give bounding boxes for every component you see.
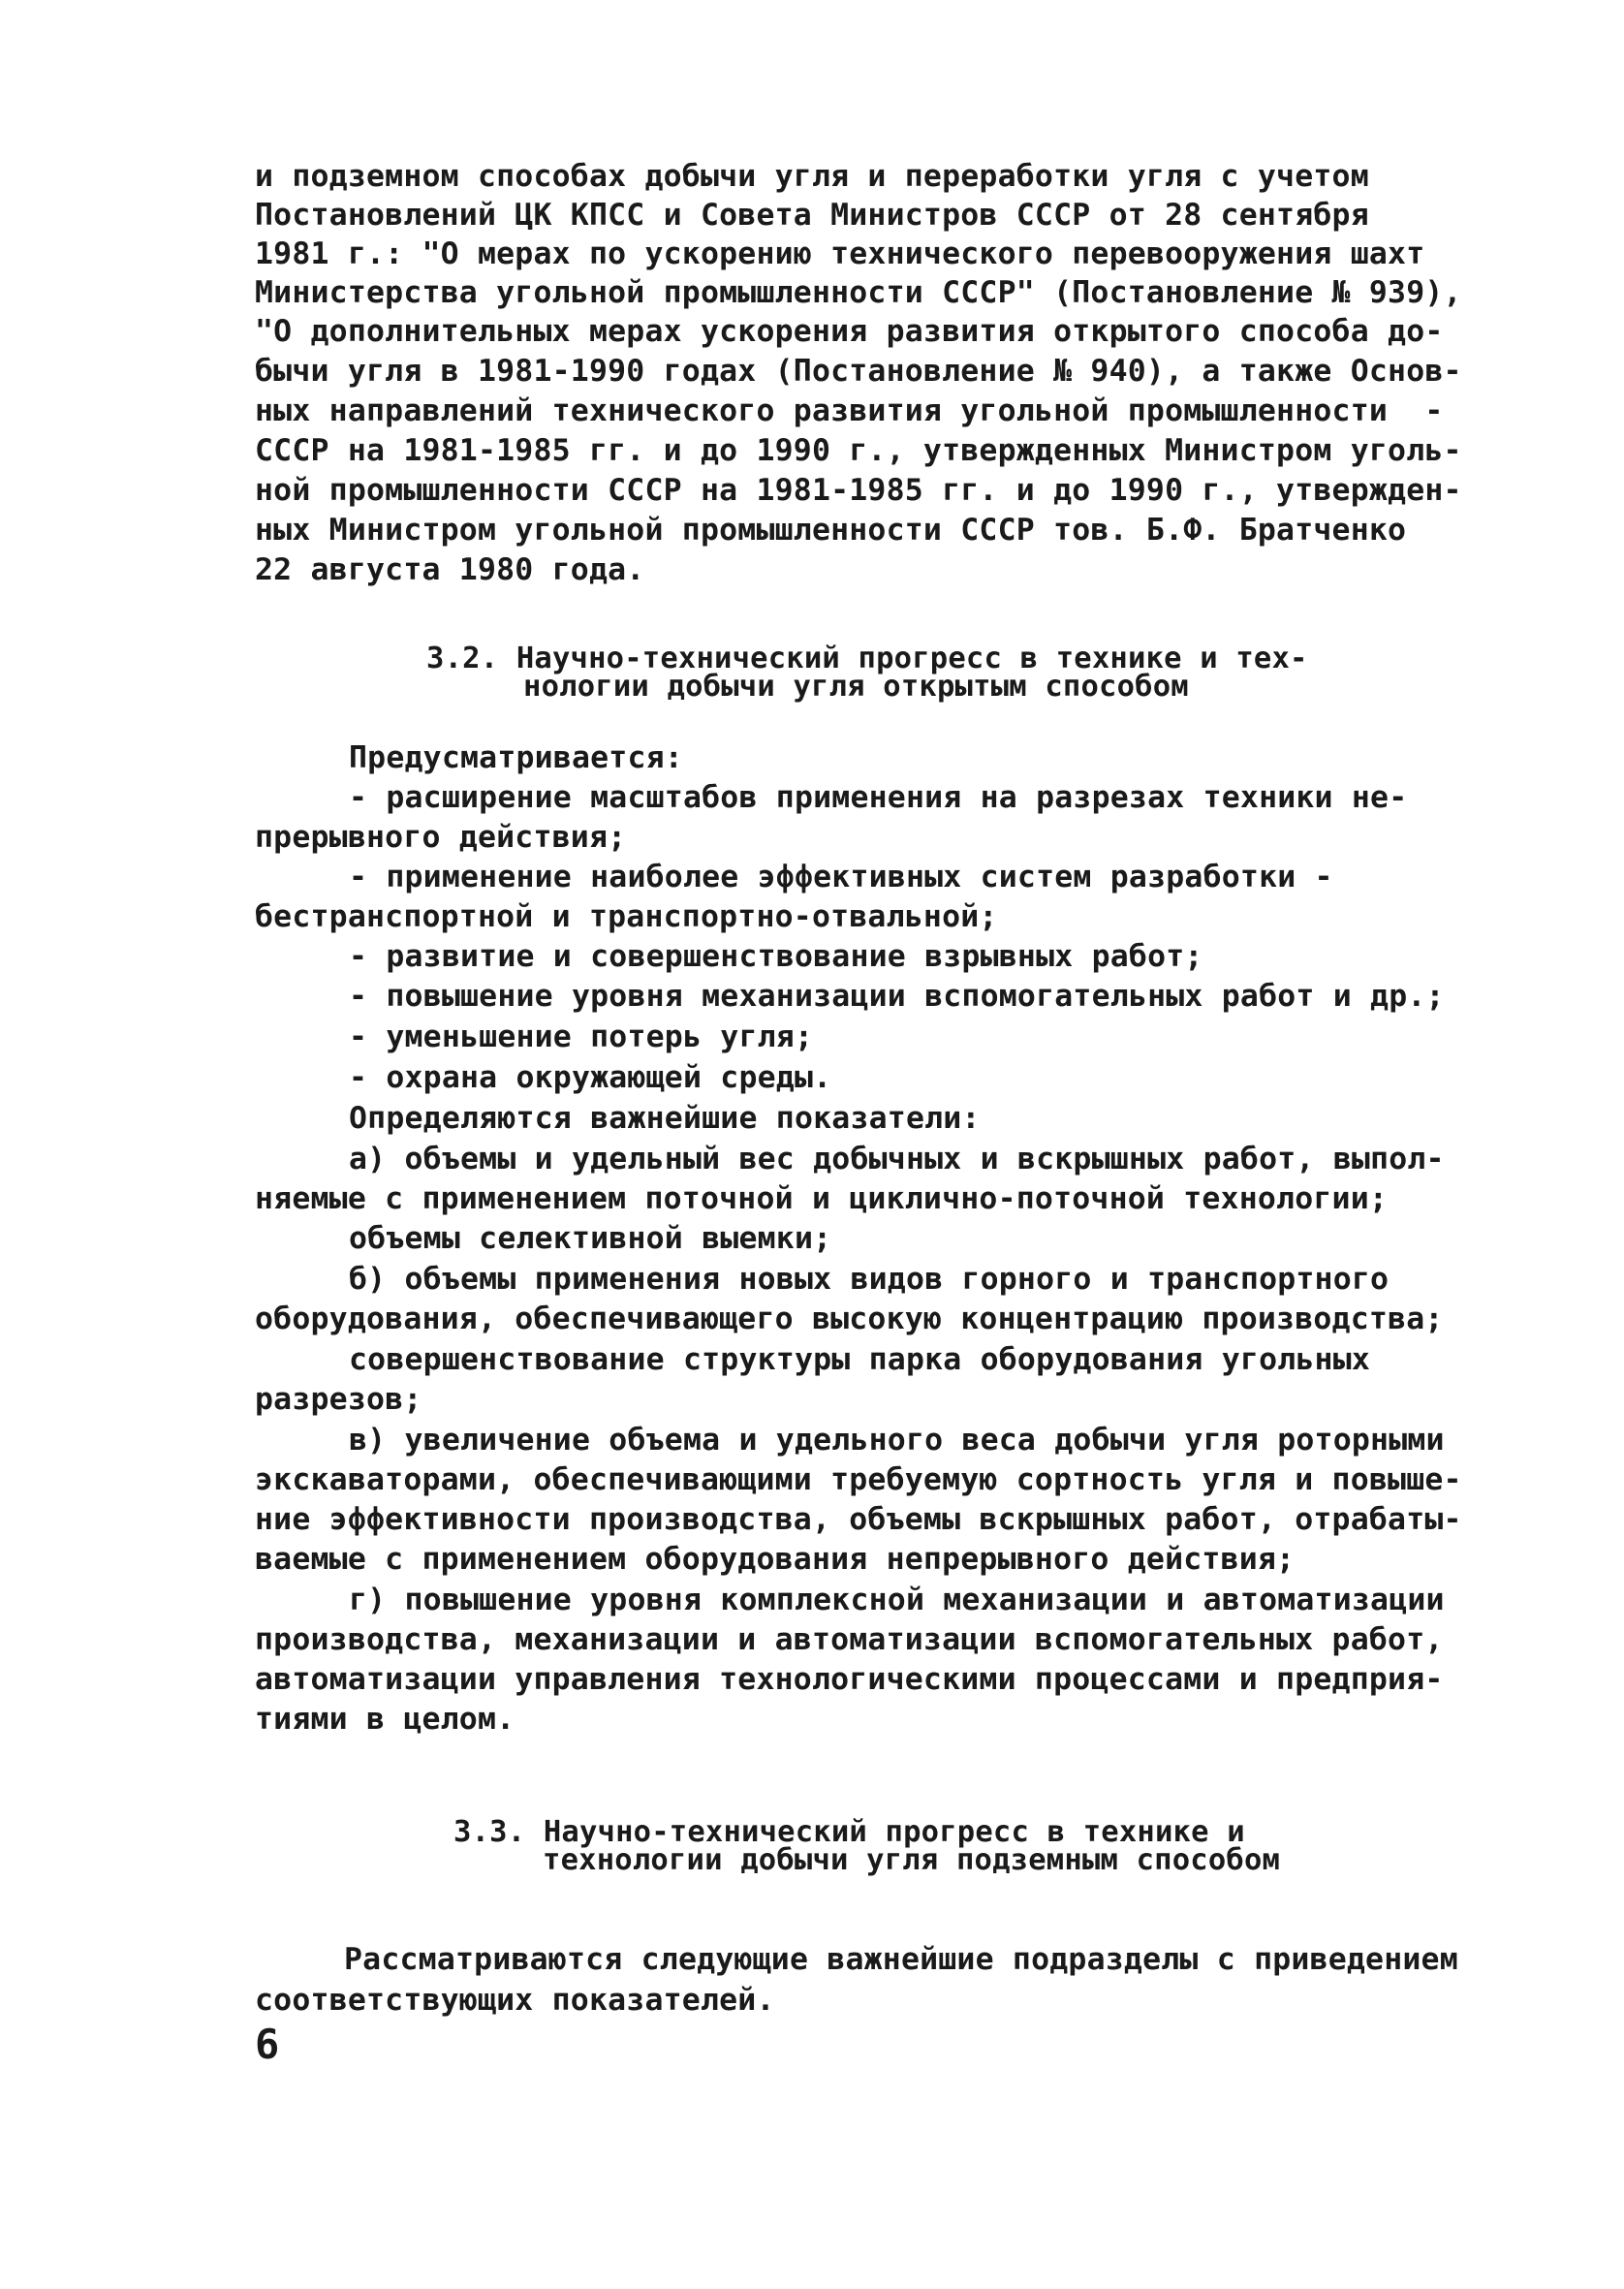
- section-heading: 3.3. Научно-технический прогресс в технике и: [453, 1815, 1245, 1849]
- list-item: г) повышение уровня комплексной механизации и автоматизации: [349, 1583, 1445, 1617]
- text-line: и подземном способах добычи угля и переработки угля с учетом: [255, 159, 1369, 194]
- text-line: оборудования, обеспечивающего высокую концентрацию производства;: [255, 1301, 1444, 1336]
- text-line: соответствующих показателей.: [255, 1983, 775, 2018]
- text-line: Постановлений ЦК КПСС и Совета Министров СССР от 28 сентября: [255, 198, 1369, 233]
- section-heading: технологии добычи угля подземным способом: [543, 1843, 1281, 1877]
- text-line: ваемые с применением оборудования непрерывного действия;: [255, 1542, 1296, 1577]
- text-line: совершенствование структуры парка оборудования угольных: [349, 1342, 1371, 1377]
- list-item: а) объемы и удельный вес добычных и вскрышных работ, выпол-: [349, 1142, 1445, 1176]
- text-line: 22 августа 1980 года.: [255, 552, 645, 587]
- text-line: прерывного действия;: [255, 820, 627, 855]
- text-line: СССР на 1981-1985 гг. и до 1990 г., утвержденных Министром уголь-: [255, 433, 1462, 468]
- text-line: Рассматриваются следующие важнейшие подразделы с приведением: [344, 1942, 1458, 1977]
- text-line: тиями в целом.: [255, 1702, 515, 1737]
- text-line: бычи угля в 1981-1990 годах (Постановление № 940), а также Основ-: [255, 354, 1462, 389]
- text-line: разрезов;: [255, 1382, 422, 1417]
- list-item: - охрана окружающей среды.: [349, 1060, 832, 1095]
- text-line: экскаваторами, обеспечивающими требуемую сортность угля и повыше-: [255, 1462, 1462, 1497]
- text-line: Предусматривается:: [349, 740, 683, 775]
- text-line: объемы селективной выемки;: [349, 1221, 832, 1256]
- page-number: 6: [255, 2021, 280, 2068]
- section-heading: 3.2. Научно-технический прогресс в технике и тех-: [426, 642, 1308, 675]
- list-item: в) увеличение объема и удельного веса добычи угля роторными: [349, 1423, 1445, 1458]
- text-line: производства, механизации и автоматизации вспомогательных работ,: [255, 1622, 1444, 1657]
- text-line: Министерства угольной промышленности СССР" (Постановление № 939),: [255, 275, 1462, 310]
- text-line: ной промышленности СССР на 1981-1985 гг. и до 1990 г., утвержден-: [255, 473, 1462, 508]
- text-line: ных Министром угольной промышленности СССР тов. Б.Ф. Братченко: [255, 513, 1407, 548]
- text-line: Определяются важнейшие показатели:: [349, 1101, 981, 1136]
- list-item: - развитие и совершенствование взрывных работ;: [349, 939, 1203, 974]
- text-line: 1981 г.: "О мерах по ускорению технического перевооружения шахт: [255, 236, 1425, 271]
- text-line: ние эффективности производства, объемы вскрышных работ, отрабаты-: [255, 1502, 1462, 1537]
- text-line: няемые с применением поточной и циклично-поточной технологии;: [255, 1181, 1389, 1216]
- list-item: - повышение уровня механизации вспомогательных работ и др.;: [349, 979, 1445, 1014]
- list-item: - применение наиболее эффективных систем разработки -: [349, 860, 1333, 894]
- text-line: автоматизации управления технологическими процессами и предприя-: [255, 1662, 1444, 1697]
- text-line: "О дополнительных мерах ускорения развития открытого способа до-: [255, 314, 1444, 349]
- text-line: ных направлений технического развития угольной промышленности -: [255, 393, 1444, 428]
- list-item: - уменьшение потерь угля;: [349, 1019, 814, 1054]
- list-item: б) объемы применения новых видов горного и транспортного: [349, 1262, 1390, 1297]
- list-item: - расширение масштабов применения на разрезах техники не-: [349, 780, 1408, 815]
- section-heading: нологии добычи угля открытым способом: [523, 670, 1189, 704]
- text-line: бестранспортной и транспортно-отвальной;: [255, 899, 998, 934]
